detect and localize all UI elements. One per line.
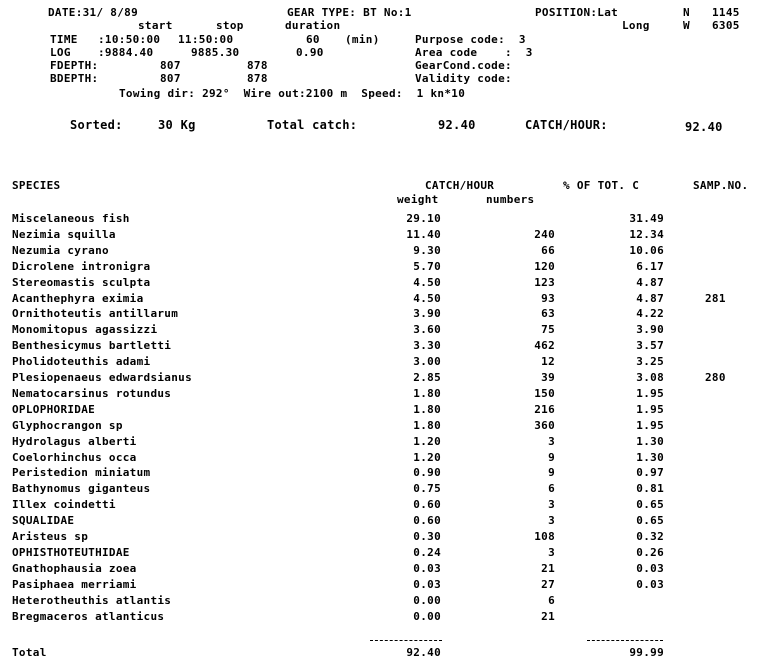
sorted-label: Sorted: xyxy=(70,118,123,132)
area-code: Area code : 3 xyxy=(415,46,533,59)
pct-value: 1.95 xyxy=(636,387,664,400)
weight-value: 1.20 xyxy=(413,435,441,448)
species-name: Acanthephyra eximia xyxy=(12,292,144,305)
samp-value: 281 xyxy=(705,292,726,305)
validity-code: Validity code: xyxy=(415,72,512,85)
weight-value: 0.03 xyxy=(413,562,441,575)
weight-value: 0.24 xyxy=(413,546,441,559)
species-name: SQUALIDAE xyxy=(12,514,75,527)
pct-value: 0.03 xyxy=(636,562,664,575)
numbers-value: 6 xyxy=(548,482,555,495)
numbers-value: 6 xyxy=(548,594,555,607)
bdepth-label: BDEPTH: xyxy=(50,72,99,85)
pct-value: 0.03 xyxy=(636,578,664,591)
pct-value: 1.30 xyxy=(636,451,664,464)
lat-hemisphere: N xyxy=(683,6,690,19)
numbers-value: 123 xyxy=(534,276,555,289)
log-duration: 0.90 xyxy=(296,46,324,59)
numbers-value: 12 xyxy=(541,355,555,368)
numbers-value: 150 xyxy=(534,387,555,400)
weight-value: 0.30 xyxy=(413,530,441,543)
log-label: LOG xyxy=(50,46,71,59)
species-name: Glyphocrangon sp xyxy=(12,419,123,432)
time-start: :10:50:00 xyxy=(98,33,161,46)
pct-value: 1.95 xyxy=(636,419,664,432)
numbers-value: 3 xyxy=(548,546,555,559)
time-unit: (min) xyxy=(345,33,380,46)
gear-type-text: GEAR TYPE: BT No:1 xyxy=(287,6,412,19)
species-name: OPLOPHORIDAE xyxy=(12,403,96,416)
pct-value: 4.22 xyxy=(636,307,664,320)
weight-value: 3.60 xyxy=(413,323,441,336)
gearcond-code: GearCond.code: xyxy=(415,59,512,72)
numbers-value: 108 xyxy=(534,530,555,543)
pct-value: 31.49 xyxy=(629,212,664,225)
pct-value: 3.90 xyxy=(636,323,664,336)
position-label: POSITION:Lat xyxy=(535,6,619,19)
duration-heading: duration xyxy=(285,19,341,32)
species-name: Monomitopus agassizzi xyxy=(12,323,158,336)
species-name: Plesiopenaeus edwardsianus xyxy=(12,371,192,384)
log-stop: 9885.30 xyxy=(191,46,240,59)
fdepth-start: 807 xyxy=(160,59,181,72)
catch-hour-label: CATCH/HOUR: xyxy=(525,118,608,132)
time-label: TIME xyxy=(50,33,78,46)
weight-value: 0.60 xyxy=(413,514,441,527)
time-duration: 60 xyxy=(306,33,320,46)
bdepth-start: 807 xyxy=(160,72,181,85)
weight-value: 1.80 xyxy=(413,403,441,416)
weight-value: 4.50 xyxy=(413,292,441,305)
weight-value: 0.60 xyxy=(413,498,441,511)
total-catch-label: Total catch: xyxy=(267,118,358,132)
species-name: Pasiphaea merriami xyxy=(12,578,137,591)
species-name: Stereomastis sculpta xyxy=(12,276,151,289)
pct-value: 0.65 xyxy=(636,498,664,511)
numbers-value: 3 xyxy=(548,514,555,527)
weight-value: 3.90 xyxy=(413,307,441,320)
species-name: Miscelaneous fish xyxy=(12,212,130,225)
species-name: Nematocarsinus rotundus xyxy=(12,387,172,400)
pct-value: 12.34 xyxy=(629,228,664,241)
numbers-value: 3 xyxy=(548,435,555,448)
pct-total-header: % OF TOT. C xyxy=(563,179,640,192)
numbers-value: 93 xyxy=(541,292,555,305)
towing-line: Towing dir: 292° Wire out:2100 m Speed: 1 kn*10 xyxy=(119,87,466,100)
numbers-value: 9 xyxy=(548,451,555,464)
total-label: Total xyxy=(12,646,47,659)
long-label: Long xyxy=(622,19,650,32)
purpose-code: Purpose code: 3 xyxy=(415,33,526,46)
numbers-value: 462 xyxy=(534,339,555,352)
weight-value: 0.03 xyxy=(413,578,441,591)
stop-heading: stop xyxy=(216,19,244,32)
numbers-value: 39 xyxy=(541,371,555,384)
catch-hour-value: 92.40 xyxy=(685,120,723,134)
numbers-value: 66 xyxy=(541,244,555,257)
total-pct: 99.99 xyxy=(629,646,664,659)
numbers-value: 21 xyxy=(541,610,555,623)
species-name: OPHISTHOTEUTHIDAE xyxy=(12,546,130,559)
lat-value: 1145 xyxy=(712,6,740,19)
species-name: Benthesicymus bartletti xyxy=(12,339,172,352)
weight-value: 29.10 xyxy=(406,212,441,225)
species-name: Illex coindetti xyxy=(12,498,116,511)
total-catch-value: 92.40 xyxy=(438,118,476,132)
numbers-value: 21 xyxy=(541,562,555,575)
species-name: Heterotheuthis atlantis xyxy=(12,594,172,607)
date-text: DATE:31/ 8/89 xyxy=(48,6,138,19)
numbers-header: numbers xyxy=(486,193,535,206)
species-name: Nezumia cyrano xyxy=(12,244,109,257)
weight-value: 1.80 xyxy=(413,387,441,400)
species-name: Coelorhinchus occa xyxy=(12,451,137,464)
pct-value: 1.30 xyxy=(636,435,664,448)
pct-value: 3.25 xyxy=(636,355,664,368)
pct-value: 0.81 xyxy=(636,482,664,495)
fdepth-label: FDEPTH: xyxy=(50,59,99,72)
long-value: 6305 xyxy=(712,19,740,32)
weight-header: weight xyxy=(397,193,439,206)
samp-no-header: SAMP.NO. xyxy=(693,179,749,192)
weight-value: 4.50 xyxy=(413,276,441,289)
pct-value: 0.97 xyxy=(636,466,664,479)
time-stop: 11:50:00 xyxy=(178,33,234,46)
weight-value: 0.00 xyxy=(413,610,441,623)
pct-value: 3.57 xyxy=(636,339,664,352)
numbers-value: 9 xyxy=(548,466,555,479)
species-name: Bathynomus giganteus xyxy=(12,482,151,495)
numbers-value: 240 xyxy=(534,228,555,241)
weight-value: 3.30 xyxy=(413,339,441,352)
numbers-value: 27 xyxy=(541,578,555,591)
total-weight: 92.40 xyxy=(406,646,441,659)
species-name: Bregmaceros atlanticus xyxy=(12,610,165,623)
samp-value: 280 xyxy=(705,371,726,384)
weight-value: 2.85 xyxy=(413,371,441,384)
species-name: Dicrolene intronigra xyxy=(12,260,151,273)
species-name: Pholidoteuthis adami xyxy=(12,355,151,368)
pct-value: 6.17 xyxy=(636,260,664,273)
numbers-value: 75 xyxy=(541,323,555,336)
numbers-value: 120 xyxy=(534,260,555,273)
species-name: Gnathophausia zoea xyxy=(12,562,137,575)
pct-value: 10.06 xyxy=(629,244,664,257)
numbers-value: 3 xyxy=(548,498,555,511)
species-name: Hydrolagus alberti xyxy=(12,435,137,448)
pct-value: 0.65 xyxy=(636,514,664,527)
fdepth-stop: 878 xyxy=(247,59,268,72)
sorted-value: 30 Kg xyxy=(158,118,196,132)
species-name: Aristeus sp xyxy=(12,530,89,543)
weight-value: 0.00 xyxy=(413,594,441,607)
weight-total-rule xyxy=(370,640,442,641)
catch-hour-header: CATCH/HOUR xyxy=(425,179,495,192)
species-name: Nezimia squilla xyxy=(12,228,116,241)
weight-value: 5.70 xyxy=(413,260,441,273)
pct-value: 0.32 xyxy=(636,530,664,543)
pct-value: 4.87 xyxy=(636,276,664,289)
weight-value: 3.00 xyxy=(413,355,441,368)
weight-value: 0.90 xyxy=(413,466,441,479)
numbers-value: 63 xyxy=(541,307,555,320)
pct-value: 3.08 xyxy=(636,371,664,384)
log-start: :9884.40 xyxy=(98,46,154,59)
numbers-value: 216 xyxy=(534,403,555,416)
bdepth-stop: 878 xyxy=(247,72,268,85)
weight-value: 1.20 xyxy=(413,451,441,464)
pct-total-rule xyxy=(587,640,663,641)
species-name: Ornithoteutis antillarum xyxy=(12,307,179,320)
species-name: Peristedion miniatum xyxy=(12,466,151,479)
weight-value: 0.75 xyxy=(413,482,441,495)
weight-value: 9.30 xyxy=(413,244,441,257)
pct-value: 0.26 xyxy=(636,546,664,559)
numbers-value: 360 xyxy=(534,419,555,432)
weight-value: 1.80 xyxy=(413,419,441,432)
long-hemisphere: W xyxy=(683,19,690,32)
pct-value: 1.95 xyxy=(636,403,664,416)
weight-value: 11.40 xyxy=(406,228,441,241)
start-heading: start xyxy=(138,19,173,32)
species-header: SPECIES xyxy=(12,179,61,192)
pct-value: 4.87 xyxy=(636,292,664,305)
